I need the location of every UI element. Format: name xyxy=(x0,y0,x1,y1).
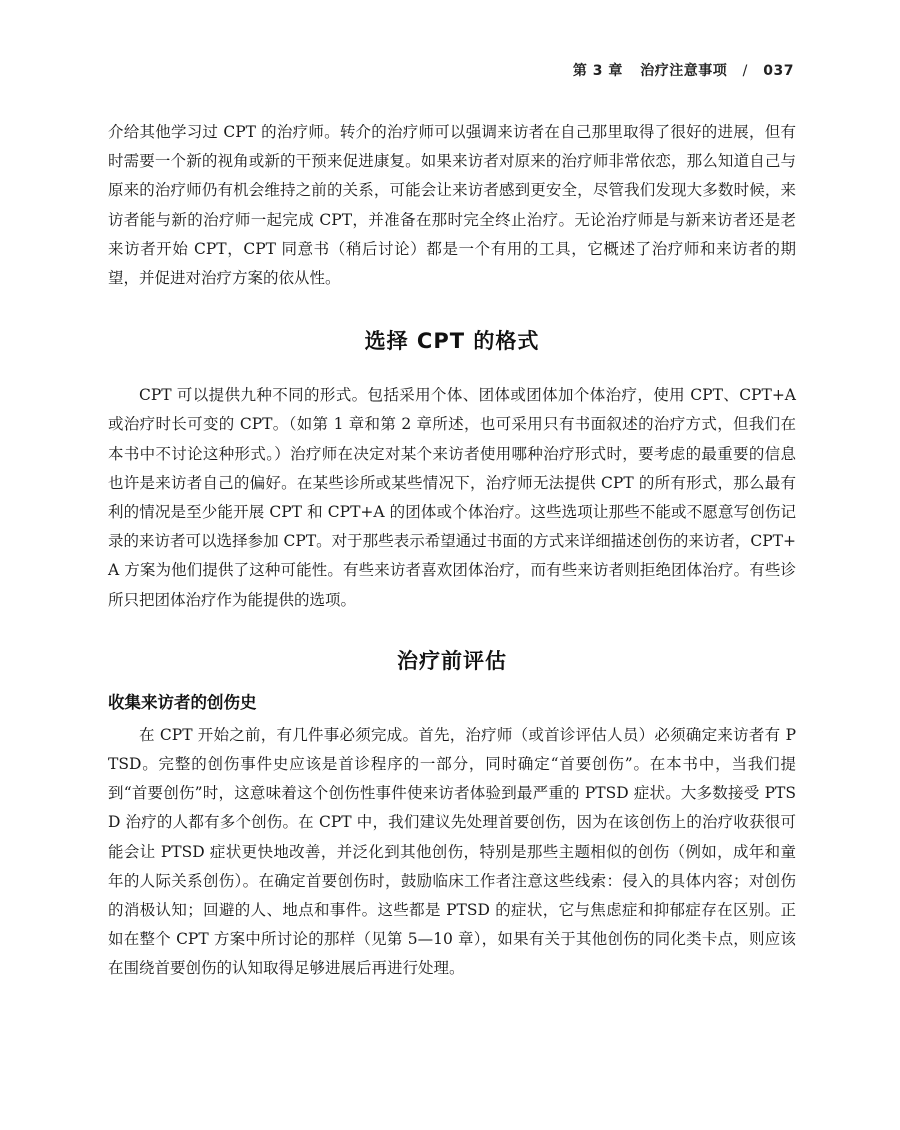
page-number: 037 xyxy=(763,63,794,79)
page-body xyxy=(108,118,796,984)
paragraph-cpt-format: CPT 可以提供九种不同的形式。包括采用个体、团体或团体加个体治疗，使用 CPT、CPT+A 或治疗时长可变的 CPT。（如第 1 章和第 2 章所述，也可采用只有书面叙述的治疗方式，但我们在本书中不讨论这种形式。）治疗师在决定对某个来访者使用哪种治疗形式时，要考虑的最重要的信息也许是来访者自己的偏好。在某些诊所或某些情况下，治疗师无法提供 CPT 的所有形式，那么最有利的情况是至少能开展 CPT 和 CPT+A 的团体或个体治疗。这些选项让那些不能或不愿意写创伤记录的来访者可以选择参加 CPT。对于那些表示希望通过书面的方式来详细描述创伤的来访者，CPT+A 方案为他们提供了这种可能性。有些来访者喜欢团体治疗，而有些来访者则拒绝团体治疗。有些诊所只把团体治疗作为能提供的选项。 xyxy=(108,386,796,609)
running-header xyxy=(573,60,794,80)
subsection-heading-trauma-history: 收集来访者的创伤史 xyxy=(108,692,257,712)
chapter-title: 治疗注意事项 xyxy=(640,63,728,79)
paragraph-continued: 介给其他学习过 CPT 的治疗师。转介的治疗师可以强调来访者在自己那里取得了很好的进展，但有时需要一个新的视角或新的干预来促进康复。如果来访者对原来的治疗师非常依恋，那么知道自己与原来的治疗师仍有机会维持之前的关系，可能会让来访者感到更安全，尽管我们发现大多数时候，来访者能与新的治疗师一起完成 CPT，并准备在那时完全终止治疗。无论治疗师是与新来访者还是老来访者开始 CPT，CPT 同意书（稍后讨论）都是一个有用的工具，它概述了治疗师和来访者的期望，并促进对治疗方案的依从性。 xyxy=(108,123,796,288)
section-heading-pretreatment-assessment: 治疗前评估 xyxy=(397,648,507,673)
paragraph-trauma-history: 在 CPT 开始之前，有几件事必须完成。首先，治疗师（或首诊评估人员）必须确定来访者有 PTSD。完整的创伤事件史应该是首诊程序的一部分，同时确定“首要创伤”。在本书中，当我们提到“首要创伤”时，这意味着这个创伤性事件使来访者体验到最严重的 PTSD 症状。大多数接受 PTSD 治疗的人都有多个创伤。在 CPT 中，我们建议先处理首要创伤，因为在该创伤上的治疗收获很可能会让 PTSD 症状更快地改善，并泛化到其他创伤，特别是那些主题相似的创伤（例如，成年和童年的人际关系创伤）。在确定首要创伤时，鼓励临床工作者注意这些线索：侵入的具体内容；对创伤的消极认知；回避的人、地点和事件。这些都是 PTSD 的症状，它与焦虑症和抑郁症存在区别。正如在整个 CPT 方案中所讨论的那样（见第 5—10 章），如果有关于其他创伤的同化类卡点，则应该在围绕首要创伤的认知取得足够进展后再进行处理。 xyxy=(108,725,796,978)
chapter-number: 第 3 章 xyxy=(572,63,623,79)
header-separator: / xyxy=(742,63,748,79)
section-heading-cpt-format: 选择 CPT 的格式 xyxy=(364,329,540,354)
